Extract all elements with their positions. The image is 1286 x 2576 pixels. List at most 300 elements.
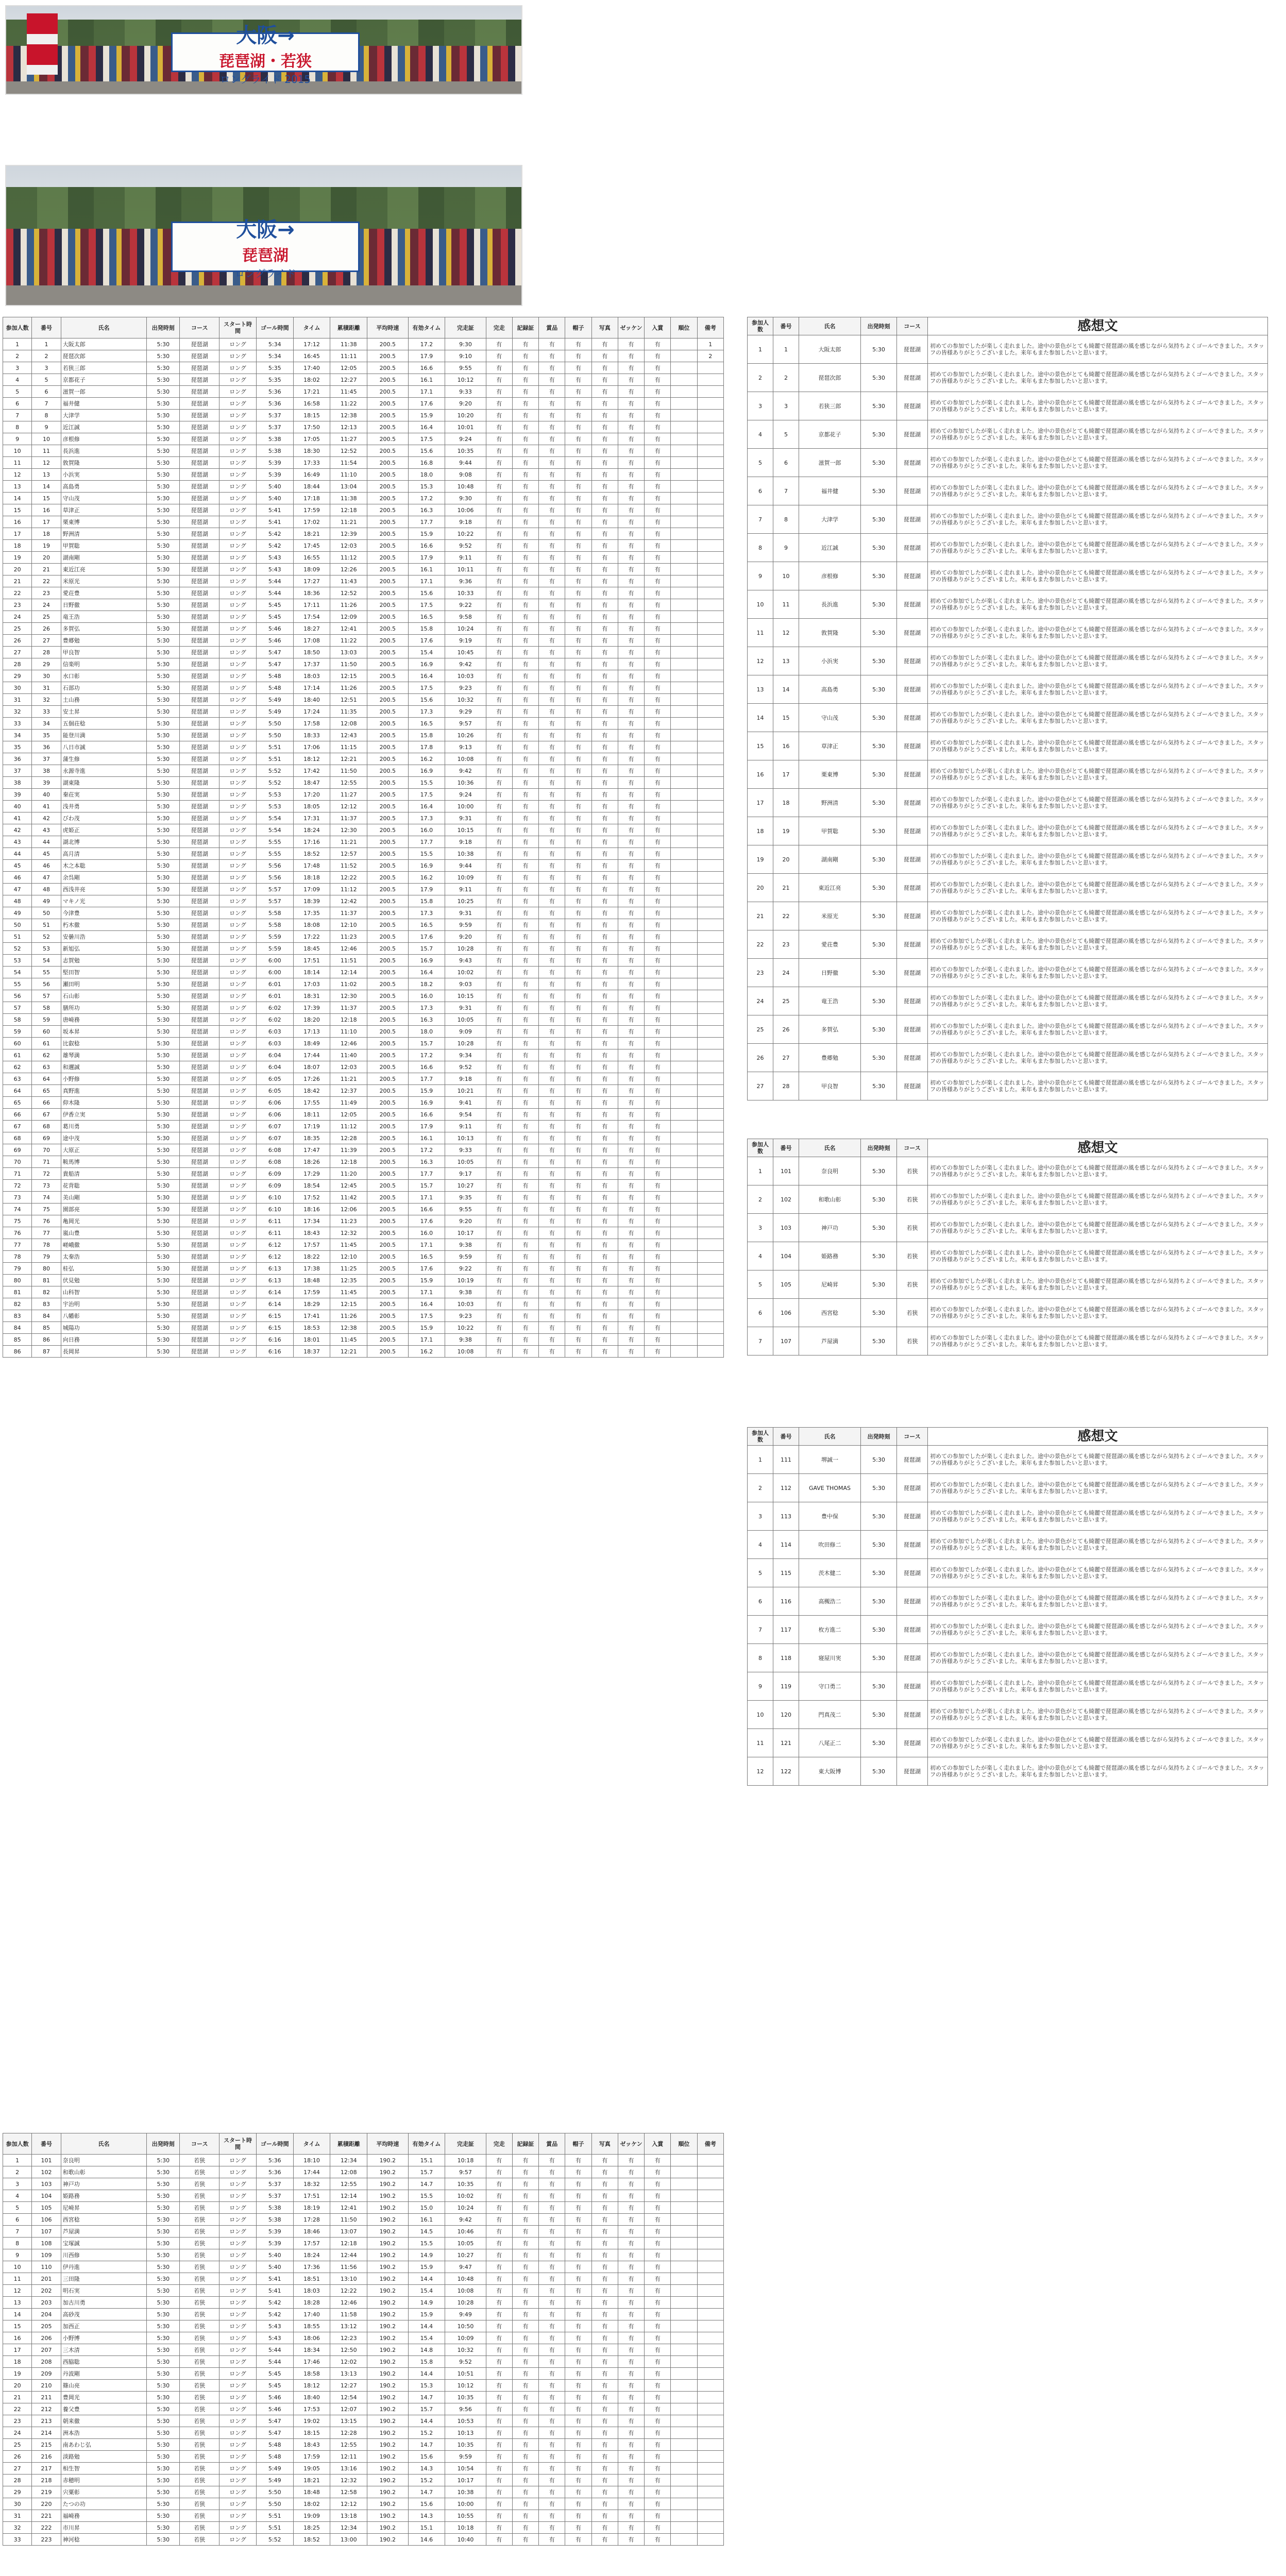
table-cell: 和邇誠 [61,1061,147,1073]
table-cell: 200.5 [367,1192,408,1204]
impression-cell: 琵琶湖 [897,817,928,845]
table-cell: 5 [3,2202,32,2214]
table-cell: ロング [219,741,257,753]
table-cell: 篠山亮 [61,2380,147,2392]
table-cell: 14.4 [408,2415,445,2427]
table-cell: 有 [645,2261,671,2273]
table-cell: 17.1 [408,1334,445,1346]
impression-cell: 7 [773,477,799,505]
table-cell: 5:48 [256,682,293,694]
table-cell: 有 [539,765,565,777]
table-cell: 10:33 [445,587,486,599]
table-cell: 5:42 [256,2309,293,2320]
table-cell: 18:09 [293,564,330,575]
impression-cell: 琵琶湖 [897,1446,928,1474]
table-cell: 有 [512,611,538,623]
table-cell: 有 [486,990,512,1002]
table-cell: 5:53 [256,801,293,812]
table-cell: 有 [618,2249,644,2261]
table-cell: 12:23 [330,2332,367,2344]
table-cell: 5:30 [147,1180,180,1192]
table-cell: 12:18 [330,1014,367,1026]
impression-cell: 6 [773,449,799,477]
table-row [3,2320,724,2332]
table-cell: 有 [539,1180,565,1192]
table-cell: ロング [219,2510,257,2522]
table-row [3,2498,724,2510]
table-cell: 琵琶湖 [180,575,219,587]
table-cell: 12 [3,469,32,481]
table-cell: 5:30 [147,694,180,706]
table-cell [671,575,697,587]
impression-cell: 14 [773,675,799,704]
table-cell: 5:30 [147,2155,180,2166]
table-cell: 5 [3,386,32,398]
table-cell: 有 [565,730,591,741]
table-cell: 3 [3,2178,32,2190]
impression-cell: 5:30 [861,1757,897,1786]
table-cell: 有 [512,919,538,931]
impression-row [748,1242,1268,1270]
table-cell [697,564,723,575]
table-cell: 有 [512,374,538,386]
table-cell: 6:06 [256,1097,293,1109]
table-cell: 11 [32,445,61,457]
table-cell: 有 [565,884,591,895]
table-cell: 有 [565,410,591,421]
table-cell: 12:18 [330,1156,367,1168]
table-cell: 12:28 [330,2427,367,2439]
table-row [3,765,724,777]
table-cell: 有 [486,647,512,658]
table-cell [671,812,697,824]
table-cell: 有 [565,1144,591,1156]
table-cell [697,1049,723,1061]
table-cell: 5:30 [147,2261,180,2273]
impression-text: 初めての参加でしたが楽しく走れました。途中の景色がとても綺麗で琵琶湖の風を感じながら気持ちよくゴールできました。スタッフの皆様ありがとうございました。来年もまた参加したいと思います。 [928,732,1268,760]
table-cell: 5:56 [256,860,293,872]
table-cell: 5:43 [256,564,293,575]
table-cell: 16.2 [408,1346,445,1358]
table-cell [697,836,723,848]
table-cell: 有 [618,410,644,421]
table-cell: 15.2 [408,2475,445,2486]
table-cell: 和歌山彰 [61,2166,147,2178]
table-cell: 有 [591,848,618,860]
table-cell: 城陽功 [61,1322,147,1334]
table-cell: 有 [618,516,644,528]
table-cell: 85 [32,1322,61,1334]
table-cell: 5:43 [256,2332,293,2344]
table-cell: 有 [645,2178,671,2190]
table-cell: 200.5 [367,990,408,1002]
table-cell: 28 [3,658,32,670]
table-row [3,694,724,706]
table-cell: 5:30 [147,741,180,753]
impression-table-2 [747,1139,1268,1355]
table-cell: 9:33 [445,1144,486,1156]
table-cell: 有 [486,2166,512,2178]
table-cell: 若狭 [180,2427,219,2439]
table-cell: 16.3 [408,1014,445,1026]
impression-cell: 尼崎昇 [799,1270,861,1299]
table-cell: 18:30 [293,445,330,457]
table-cell: 200.5 [367,884,408,895]
table-cell: 敦賀隆 [61,457,147,469]
table-cell: 有 [539,2392,565,2403]
table-cell: 有 [512,895,538,907]
table-cell: 有 [645,635,671,647]
table-cell: 有 [486,1014,512,1026]
table-cell: 有 [539,552,565,564]
table-cell: 10 [3,2261,32,2273]
table-cell: 15.9 [408,528,445,540]
impression-cell: 琵琶湖 [897,1072,928,1100]
table-cell: 5:30 [147,1132,180,1144]
column-header: 写真 [591,2133,618,2155]
impression-row [748,1757,1268,1786]
table-cell: 37 [3,765,32,777]
table-cell: 8 [32,410,61,421]
table-cell: 6:16 [256,1334,293,1346]
table-cell: 201 [32,2273,61,2285]
table-cell: 有 [539,540,565,552]
table-cell: 有 [539,931,565,943]
table-cell: 有 [486,682,512,694]
table-cell: 有 [645,2332,671,2344]
table-cell: 31 [32,682,61,694]
table-cell: 16.9 [408,765,445,777]
table-cell: 八幡彰 [61,1310,147,1322]
table-cell: 200.5 [367,1310,408,1322]
table-cell: 有 [539,1310,565,1322]
table-cell [671,824,697,836]
table-row [3,1061,724,1073]
table-cell: 有 [486,575,512,587]
table-cell: 琵琶湖 [180,718,219,730]
table-cell: 有 [618,2380,644,2392]
table-cell: 有 [618,1239,644,1251]
table-cell: 15.9 [408,2309,445,2320]
table-cell: 有 [512,730,538,741]
table-cell: 16.5 [408,919,445,931]
table-cell: 16.1 [408,374,445,386]
table-cell: 14.9 [408,2249,445,2261]
table-cell: 206 [32,2332,61,2344]
table-cell: 有 [486,457,512,469]
table-cell: 10:45 [445,647,486,658]
table-cell: 6:04 [256,1049,293,1061]
table-cell: 40 [3,801,32,812]
table-cell: 5 [32,374,61,386]
table-cell: 5:30 [147,730,180,741]
table-cell [697,374,723,386]
table-cell: 14.3 [408,2510,445,2522]
table-cell: 有 [645,516,671,528]
table-cell: 有 [539,2427,565,2439]
table-cell: 17:54 [293,611,330,623]
table-cell: 29 [32,658,61,670]
table-cell: 6:05 [256,1073,293,1085]
table-cell: 有 [512,741,538,753]
table-cell: 有 [539,575,565,587]
table-cell: 18:31 [293,990,330,1002]
table-cell: 有 [539,658,565,670]
table-cell: 有 [565,812,591,824]
table-cell: 有 [591,457,618,469]
table-cell: 222 [32,2522,61,2534]
banner-line-1: 大阪→ [236,23,295,47]
table-cell: 若狭 [180,2344,219,2356]
table-cell [697,552,723,564]
impression-text: 初めての参加でしたが楽しく走れました。途中の景色がとても綺麗で琵琶湖の風を感じながら気持ちよくゴールできました。スタッフの皆様ありがとうございました。来年もまた参加したいと思います。 [928,1757,1268,1786]
table-cell: 若狭 [180,2332,219,2344]
table-cell: ロング [219,410,257,421]
table-cell: 有 [486,587,512,599]
table-cell: 有 [645,1132,671,1144]
column-header: 記録証 [512,317,538,338]
table-cell: 有 [618,2214,644,2226]
table-cell: 11:10 [330,1026,367,1038]
column-header: コース [180,317,219,338]
table-cell: 5:30 [147,812,180,824]
table-cell: 有 [486,1073,512,1085]
table-cell: 10:02 [445,967,486,978]
table-cell: 有 [645,2356,671,2368]
table-cell: 5:30 [147,1192,180,1204]
table-cell: 12:52 [330,587,367,599]
table-cell: 17:06 [293,741,330,753]
table-cell: 蒲生修 [61,753,147,765]
impression-cell: 枚方進二 [799,1616,861,1644]
table-cell: 琵琶湖 [180,1168,219,1180]
table-cell: 11:22 [330,635,367,647]
table-cell: ロング [219,350,257,362]
table-cell: 200.5 [367,812,408,824]
impression-cell: 7 [748,1616,773,1644]
impression-row [748,449,1268,477]
table-cell: 琵琶湖 [180,445,219,457]
impression-cell: 114 [773,1531,799,1559]
table-cell [671,457,697,469]
impression-column-header: 感想文 [928,1428,1268,1446]
impression-cell: 姫路務 [799,1242,861,1270]
table-cell: 有 [591,955,618,967]
table-row [3,1097,724,1109]
impression-table-3 [747,1427,1268,1786]
table-cell: 12:57 [330,848,367,860]
banner-line-1: 大阪→ [236,217,295,242]
impression-cell: 5:30 [861,1299,897,1327]
table-cell: 有 [618,2475,644,2486]
table-cell [671,872,697,884]
table-cell: 琵琶湖 [180,386,219,398]
table-cell: 15.4 [408,2285,445,2297]
table-cell: 190.2 [367,2356,408,2368]
table-cell: 17:31 [293,812,330,824]
table-cell: 有 [591,1014,618,1026]
table-cell: 11 [3,457,32,469]
table-cell: 米原光 [61,575,147,587]
table-cell [671,350,697,362]
table-row [3,2356,724,2368]
table-cell: 5:30 [147,919,180,931]
table-cell: 西浅井亮 [61,884,147,895]
table-cell: 202 [32,2285,61,2297]
table-cell [697,682,723,694]
table-cell: 有 [539,1132,565,1144]
impression-cell: 琵琶湖 [897,449,928,477]
table-cell [671,967,697,978]
table-row [3,907,724,919]
impression-cell: 若狭三郎 [799,392,861,420]
table-cell: 5:30 [147,1038,180,1049]
table-cell: 有 [539,504,565,516]
table-row [3,1251,724,1263]
table-cell: 有 [565,540,591,552]
table-cell: 14.6 [408,2534,445,2546]
table-cell: 有 [591,836,618,848]
table-cell: ロング [219,836,257,848]
impression-cell: 5:30 [861,505,897,534]
table-row [3,528,724,540]
table-cell: 有 [565,635,591,647]
table-cell: 有 [486,884,512,895]
table-cell [671,1239,697,1251]
table-cell: 有 [645,481,671,493]
table-cell: 有 [486,2226,512,2238]
table-cell: 有 [512,2498,538,2510]
table-cell: ロング [219,528,257,540]
table-cell: 小野博 [61,2332,147,2344]
table-cell: 有 [486,635,512,647]
table-cell [671,2202,697,2214]
table-cell: ロング [219,990,257,1002]
table-cell: 有 [539,789,565,801]
table-cell: 有 [591,338,618,350]
table-cell: 有 [486,564,512,575]
table-cell: 22 [32,575,61,587]
table-cell: 有 [591,753,618,765]
table-cell: 10:08 [445,753,486,765]
table-cell: 66 [32,1097,61,1109]
column-header: 累積距離 [330,2133,367,2155]
table-cell: 有 [591,1002,618,1014]
table-cell: 5:30 [147,528,180,540]
table-cell: 有 [645,1227,671,1239]
table-cell: 27 [3,2463,32,2475]
table-cell: 有 [512,2273,538,2285]
table-cell: 9:56 [445,2403,486,2415]
table-cell: 17.5 [408,433,445,445]
table-cell: 29 [3,670,32,682]
table-cell: 16:45 [293,350,330,362]
impression-cell: 琵琶湖 [897,1729,928,1757]
table-cell: 48 [32,884,61,895]
table-cell: 有 [645,1049,671,1061]
table-cell: 有 [512,493,538,504]
table-cell: 有 [591,931,618,943]
table-cell: 有 [618,493,644,504]
table-cell: 17 [3,2344,32,2356]
table-cell: 有 [539,706,565,718]
table-cell: 若狭 [180,2392,219,2403]
table-cell: 有 [486,1239,512,1251]
table-cell: 有 [645,895,671,907]
impression-row [748,1044,1268,1072]
table-cell: 東近江亮 [61,564,147,575]
table-cell: 17:57 [293,1239,330,1251]
table-cell: 200.5 [367,493,408,504]
table-cell: 200.5 [367,1097,408,1109]
table-cell: 12:43 [330,730,367,741]
table-row [3,2190,724,2202]
table-cell: 有 [486,374,512,386]
table-row [3,1346,724,1358]
table-cell: 17:36 [293,2261,330,2273]
table-cell: 有 [512,1251,538,1263]
table-cell: 有 [512,1132,538,1144]
table-cell: 37 [32,753,61,765]
table-cell: 12:15 [330,1298,367,1310]
table-cell: 有 [539,1334,565,1346]
impression-text: 初めての参加でしたが楽しく走れました。途中の景色がとても綺麗で琵琶湖の風を感じながら気持ちよくゴールできました。スタッフの皆様ありがとうございました。来年もまた参加したいと思います。 [928,420,1268,449]
impression-cell: 3 [748,1502,773,1531]
table-cell: 有 [591,2273,618,2285]
table-cell [697,1204,723,1215]
impression-text: 初めての参加でしたが楽しく走れました。途中の景色がとても綺麗で琵琶湖の風を感じながら気持ちよくゴールできました。スタッフの皆様ありがとうございました。来年もまた参加したいと思います。 [928,1015,1268,1044]
table-cell: 琵琶湖 [180,647,219,658]
table-cell: 10:08 [445,1346,486,1358]
table-cell: 有 [539,682,565,694]
table-cell: 15.5 [408,2238,445,2249]
table-cell: 有 [618,599,644,611]
table-cell: 有 [486,2214,512,2226]
table-cell: 15.9 [408,1275,445,1286]
table-cell: 有 [539,1251,565,1263]
table-cell: 190.2 [367,2451,408,2463]
column-header: スタート時間 [219,2133,257,2155]
table-row [3,540,724,552]
table-cell [671,2320,697,2332]
table-cell: 5:30 [147,1097,180,1109]
table-cell: 18:10 [293,2155,330,2166]
table-cell: 15.7 [408,1180,445,1192]
table-cell: 16.1 [408,564,445,575]
table-row [3,2214,724,2226]
table-cell: 15.5 [408,777,445,789]
table-cell: 鞍馬博 [61,1156,147,1168]
table-cell: 有 [565,848,591,860]
impression-cell: 5:30 [861,647,897,675]
table-cell: 有 [591,1346,618,1358]
table-cell [697,2427,723,2439]
table-cell: 有 [645,2415,671,2427]
impression-column-header: 参加人数 [748,1428,773,1446]
impression-cell: 守山茂 [799,704,861,732]
table-cell: 有 [512,1156,538,1168]
table-cell: 9:23 [445,1310,486,1322]
table-row [3,552,724,564]
table-cell: 有 [565,2178,591,2190]
table-cell: 有 [539,1204,565,1215]
table-cell: 12:12 [330,2498,367,2510]
table-cell: 有 [512,2368,538,2380]
impression-row [748,619,1268,647]
table-cell: 有 [645,860,671,872]
table-cell: 17:44 [293,2166,330,2178]
column-header: スタート時間 [219,317,257,338]
